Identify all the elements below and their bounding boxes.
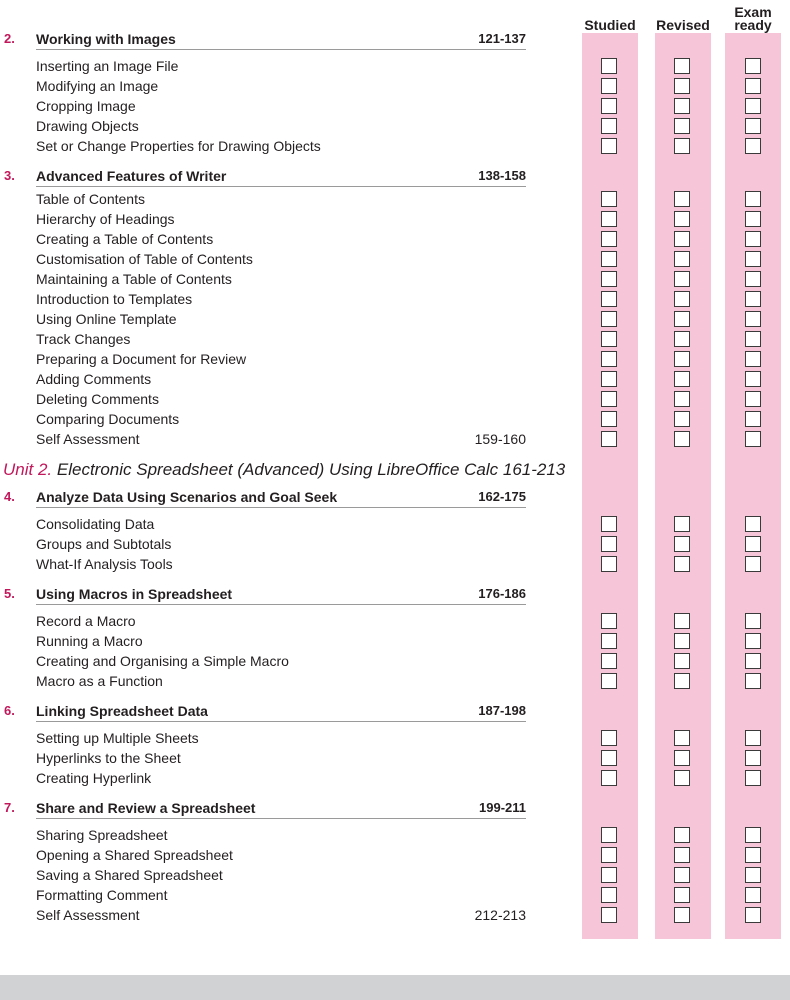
exam-ready-checkbox[interactable]: [745, 887, 761, 903]
section-heading: [0, 585, 526, 607]
toc-item: [36, 672, 526, 690]
section-pages: 138-158: [478, 168, 526, 183]
section-heading: [0, 167, 526, 189]
exam-ready-checkbox[interactable]: [745, 867, 761, 883]
revised-checkbox[interactable]: [674, 730, 690, 746]
exam-ready-checkbox[interactable]: [745, 211, 761, 227]
toc-item: [36, 749, 526, 767]
section-underline: [36, 721, 526, 722]
studied-column-bg: [582, 33, 638, 939]
exam-ready-checkbox[interactable]: [745, 251, 761, 267]
exam-ready-checkbox[interactable]: [745, 231, 761, 247]
exam-ready-checkbox[interactable]: [745, 827, 761, 843]
exam-ready-checkbox[interactable]: [745, 351, 761, 367]
studied-checkbox[interactable]: [601, 211, 617, 227]
footer-bar: [0, 975, 790, 1000]
toc-item: [36, 430, 526, 448]
toc-item-text: Sharing Spreadsheet: [36, 827, 168, 843]
toc-item-text: Using Online Template: [36, 311, 177, 327]
studied-checkbox[interactable]: [601, 98, 617, 114]
exam-ready-checkbox[interactable]: [745, 191, 761, 207]
studied-checkbox[interactable]: [601, 516, 617, 532]
section-title: Using Macros in Spreadsheet: [36, 586, 233, 602]
revised-checkbox[interactable]: [674, 138, 690, 154]
exam-ready-checkbox[interactable]: [745, 371, 761, 387]
studied-checkbox[interactable]: [601, 138, 617, 154]
toc-item-pages: 159-160: [474, 431, 526, 447]
toc-item: [36, 190, 526, 208]
toc-item: [36, 729, 526, 747]
section-number: 3.: [4, 168, 15, 183]
toc-item: [36, 826, 526, 844]
revised-checkbox[interactable]: [674, 371, 690, 387]
studied-checkbox[interactable]: [601, 331, 617, 347]
section-pages: 162-175: [478, 489, 526, 504]
studied-checkbox[interactable]: [601, 251, 617, 267]
revised-checkbox[interactable]: [674, 633, 690, 649]
toc-item: [36, 77, 526, 95]
toc-item-text: What-If Analysis Tools: [36, 556, 173, 572]
revised-checkbox[interactable]: [674, 827, 690, 843]
unit-heading: [3, 459, 565, 481]
exam-ready-checkbox[interactable]: [745, 391, 761, 407]
revised-checkbox[interactable]: [674, 291, 690, 307]
studied-checkbox[interactable]: [601, 78, 617, 94]
toc-item-text: Hyperlinks to the Sheet: [36, 750, 181, 766]
toc-item: [36, 769, 526, 787]
exam-ready-checkbox[interactable]: [745, 291, 761, 307]
studied-checkbox[interactable]: [601, 271, 617, 287]
toc-item-text: Hierarchy of Headings: [36, 211, 175, 227]
exam-ready-checkbox[interactable]: [745, 847, 761, 863]
toc-item-text: Consolidating Data: [36, 516, 155, 532]
studied-checkbox[interactable]: [601, 847, 617, 863]
revised-checkbox[interactable]: [674, 613, 690, 629]
studied-checkbox[interactable]: [601, 431, 617, 447]
studied-checkbox[interactable]: [601, 391, 617, 407]
section-pages: 121-137: [478, 31, 526, 46]
section-pages: 176-186: [478, 586, 526, 601]
toc-item-text: Creating a Table of Contents: [36, 231, 214, 247]
toc-item-text: Self Assessment: [36, 907, 140, 923]
toc-item: [36, 410, 526, 428]
toc-item: [36, 515, 526, 533]
section-number: 6.: [4, 703, 15, 718]
revised-checkbox[interactable]: [674, 867, 690, 883]
toc-item: [36, 210, 526, 228]
section-underline: [36, 49, 526, 50]
toc-item: [36, 906, 526, 924]
revised-column-bg: [655, 33, 711, 939]
studied-checkbox[interactable]: [601, 867, 617, 883]
studied-header: Studied: [584, 17, 636, 33]
toc-item: [36, 535, 526, 553]
toc-item-pages: 212-213: [474, 907, 526, 923]
exam-ready-checkbox[interactable]: [745, 556, 761, 572]
revised-checkbox[interactable]: [674, 431, 690, 447]
unit-title: Electronic Spreadsheet (Advanced) Using LibreOffice Calc 161-213: [56, 460, 566, 479]
toc-item-text: Deleting Comments: [36, 391, 159, 407]
exam-ready-checkbox[interactable]: [745, 98, 761, 114]
section-title: Share and Review a Spreadsheet: [36, 800, 256, 816]
toc-item: [36, 270, 526, 288]
toc-item-text: Preparing a Document for Review: [36, 351, 247, 367]
exam-ready-checkbox[interactable]: [745, 907, 761, 923]
section-number: 5.: [4, 586, 15, 601]
revised-checkbox[interactable]: [674, 118, 690, 134]
toc-item-text: Set or Change Properties for Drawing Objects: [36, 138, 321, 154]
section-title: Linking Spreadsheet Data: [36, 703, 208, 719]
section-underline: [36, 604, 526, 605]
toc-item: [36, 612, 526, 630]
studied-checkbox[interactable]: [601, 351, 617, 367]
unit-label: Unit 2.: [3, 460, 53, 479]
toc-item-text: Customisation of Table of Contents: [36, 251, 253, 267]
revised-header: Revised: [656, 17, 710, 33]
section-number: 2.: [4, 31, 15, 46]
revised-checkbox[interactable]: [674, 750, 690, 766]
studied-checkbox[interactable]: [601, 118, 617, 134]
revised-checkbox[interactable]: [674, 351, 690, 367]
revised-checkbox[interactable]: [674, 907, 690, 923]
section-heading: [0, 799, 526, 821]
studied-checkbox[interactable]: [601, 887, 617, 903]
studied-checkbox[interactable]: [601, 311, 617, 327]
revised-checkbox[interactable]: [674, 847, 690, 863]
section-heading: [0, 30, 526, 52]
section-heading: [0, 488, 526, 510]
section-title: Advanced Features of Writer: [36, 168, 227, 184]
toc-item-text: Inserting an Image File: [36, 58, 179, 74]
toc-item-text: Drawing Objects: [36, 118, 139, 134]
toc-item-text: Creating Hyperlink: [36, 770, 152, 786]
toc-item-text: Creating and Organising a Simple Macro: [36, 653, 289, 669]
exam-ready-column-bg: [725, 33, 781, 939]
revised-checkbox[interactable]: [674, 271, 690, 287]
toc-item: [36, 866, 526, 884]
section-title: Working with Images: [36, 31, 176, 47]
toc-item: [36, 370, 526, 388]
section-number: 4.: [4, 489, 15, 504]
studied-checkbox[interactable]: [601, 556, 617, 572]
toc-item-text: Saving a Shared Spreadsheet: [36, 867, 223, 883]
studied-checkbox[interactable]: [601, 827, 617, 843]
toc-item-text: Table of Contents: [36, 191, 145, 207]
toc-item-text: Maintaining a Table of Contents: [36, 271, 232, 287]
revised-checkbox[interactable]: [674, 191, 690, 207]
toc-item-text: Formatting Comment: [36, 887, 168, 903]
revised-checkbox[interactable]: [674, 673, 690, 689]
toc-item: [36, 390, 526, 408]
toc-item: [36, 290, 526, 308]
exam-ready-checkbox[interactable]: [745, 411, 761, 427]
toc-item: [36, 57, 526, 75]
studied-checkbox[interactable]: [601, 58, 617, 74]
revised-checkbox[interactable]: [674, 770, 690, 786]
exam-ready-checkbox[interactable]: [745, 431, 761, 447]
section-number: 7.: [4, 800, 15, 815]
revised-checkbox[interactable]: [674, 516, 690, 532]
toc-item: [36, 230, 526, 248]
exam-ready-checkbox[interactable]: [745, 311, 761, 327]
toc-item-text: Self Assessment: [36, 431, 140, 447]
toc-item: [36, 652, 526, 670]
section-pages: 199-211: [479, 800, 526, 815]
toc-item: [36, 330, 526, 348]
exam-ready-checkbox[interactable]: [745, 138, 761, 154]
studied-checkbox[interactable]: [601, 411, 617, 427]
toc-item: [36, 632, 526, 650]
toc-item: [36, 97, 526, 115]
toc-item: [36, 137, 526, 155]
revised-checkbox[interactable]: [674, 58, 690, 74]
exam-ready-checkbox[interactable]: [745, 331, 761, 347]
studied-checkbox[interactable]: [601, 770, 617, 786]
exam-ready-checkbox[interactable]: [745, 770, 761, 786]
revised-checkbox[interactable]: [674, 391, 690, 407]
revised-checkbox[interactable]: [674, 311, 690, 327]
toc-item-text: Track Changes: [36, 331, 131, 347]
exam-ready-checkbox[interactable]: [745, 536, 761, 552]
toc-item-text: Opening a Shared Spreadsheet: [36, 847, 233, 863]
section-underline: [36, 186, 526, 187]
section-pages: 187-198: [478, 703, 526, 718]
toc-item: [36, 310, 526, 328]
toc-item: [36, 886, 526, 904]
toc-item-text: Comparing Documents: [36, 411, 180, 427]
toc-item-text: Modifying an Image: [36, 78, 159, 94]
revised-checkbox[interactable]: [674, 331, 690, 347]
exam-ready-checkbox[interactable]: [745, 613, 761, 629]
exam-ready-checkbox[interactable]: [745, 633, 761, 649]
studied-checkbox[interactable]: [601, 653, 617, 669]
studied-checkbox[interactable]: [601, 371, 617, 387]
exam-ready-checkbox[interactable]: [745, 58, 761, 74]
revised-checkbox[interactable]: [674, 887, 690, 903]
studied-checkbox[interactable]: [601, 536, 617, 552]
revised-checkbox[interactable]: [674, 78, 690, 94]
studied-checkbox[interactable]: [601, 191, 617, 207]
exam-ready-checkbox[interactable]: [745, 271, 761, 287]
toc-item-text: Cropping Image: [36, 98, 136, 114]
studied-checkbox[interactable]: [601, 613, 617, 629]
exam-ready-checkbox[interactable]: [745, 516, 761, 532]
studied-checkbox[interactable]: [601, 231, 617, 247]
studied-checkbox[interactable]: [601, 907, 617, 923]
toc-item-text: Record a Macro: [36, 613, 136, 629]
revised-checkbox[interactable]: [674, 556, 690, 572]
toc-item-text: Running a Macro: [36, 633, 143, 649]
exam-ready-checkbox[interactable]: [745, 673, 761, 689]
section-underline: [36, 818, 526, 819]
exam-ready-checkbox[interactable]: [745, 118, 761, 134]
toc-item: [36, 846, 526, 864]
toc-item-text: Setting up Multiple Sheets: [36, 730, 199, 746]
studied-checkbox[interactable]: [601, 730, 617, 746]
exam-ready-checkbox[interactable]: [745, 730, 761, 746]
section-heading: [0, 702, 526, 724]
revised-checkbox[interactable]: [674, 251, 690, 267]
studied-checkbox[interactable]: [601, 673, 617, 689]
revised-checkbox[interactable]: [674, 411, 690, 427]
toc-item-text: Introduction to Templates: [36, 291, 193, 307]
exam-ready-header: Exam ready: [734, 4, 772, 33]
toc-item-text: Groups and Subtotals: [36, 536, 172, 552]
toc-item: [36, 117, 526, 135]
toc-item: [36, 350, 526, 368]
revised-checkbox[interactable]: [674, 231, 690, 247]
toc-item-text: Adding Comments: [36, 371, 152, 387]
section-title: Analyze Data Using Scenarios and Goal Seek: [36, 489, 338, 505]
revised-checkbox[interactable]: [674, 536, 690, 552]
revised-checkbox[interactable]: [674, 653, 690, 669]
exam-ready-checkbox[interactable]: [745, 653, 761, 669]
revised-checkbox[interactable]: [674, 98, 690, 114]
studied-checkbox[interactable]: [601, 633, 617, 649]
exam-ready-checkbox[interactable]: [745, 78, 761, 94]
section-underline: [36, 507, 526, 508]
studied-checkbox[interactable]: [601, 291, 617, 307]
toc-item-text: Macro as a Function: [36, 673, 163, 689]
revised-checkbox[interactable]: [674, 211, 690, 227]
exam-ready-checkbox[interactable]: [745, 750, 761, 766]
studied-checkbox[interactable]: [601, 750, 617, 766]
toc-item: [36, 555, 526, 573]
toc-item: [36, 250, 526, 268]
